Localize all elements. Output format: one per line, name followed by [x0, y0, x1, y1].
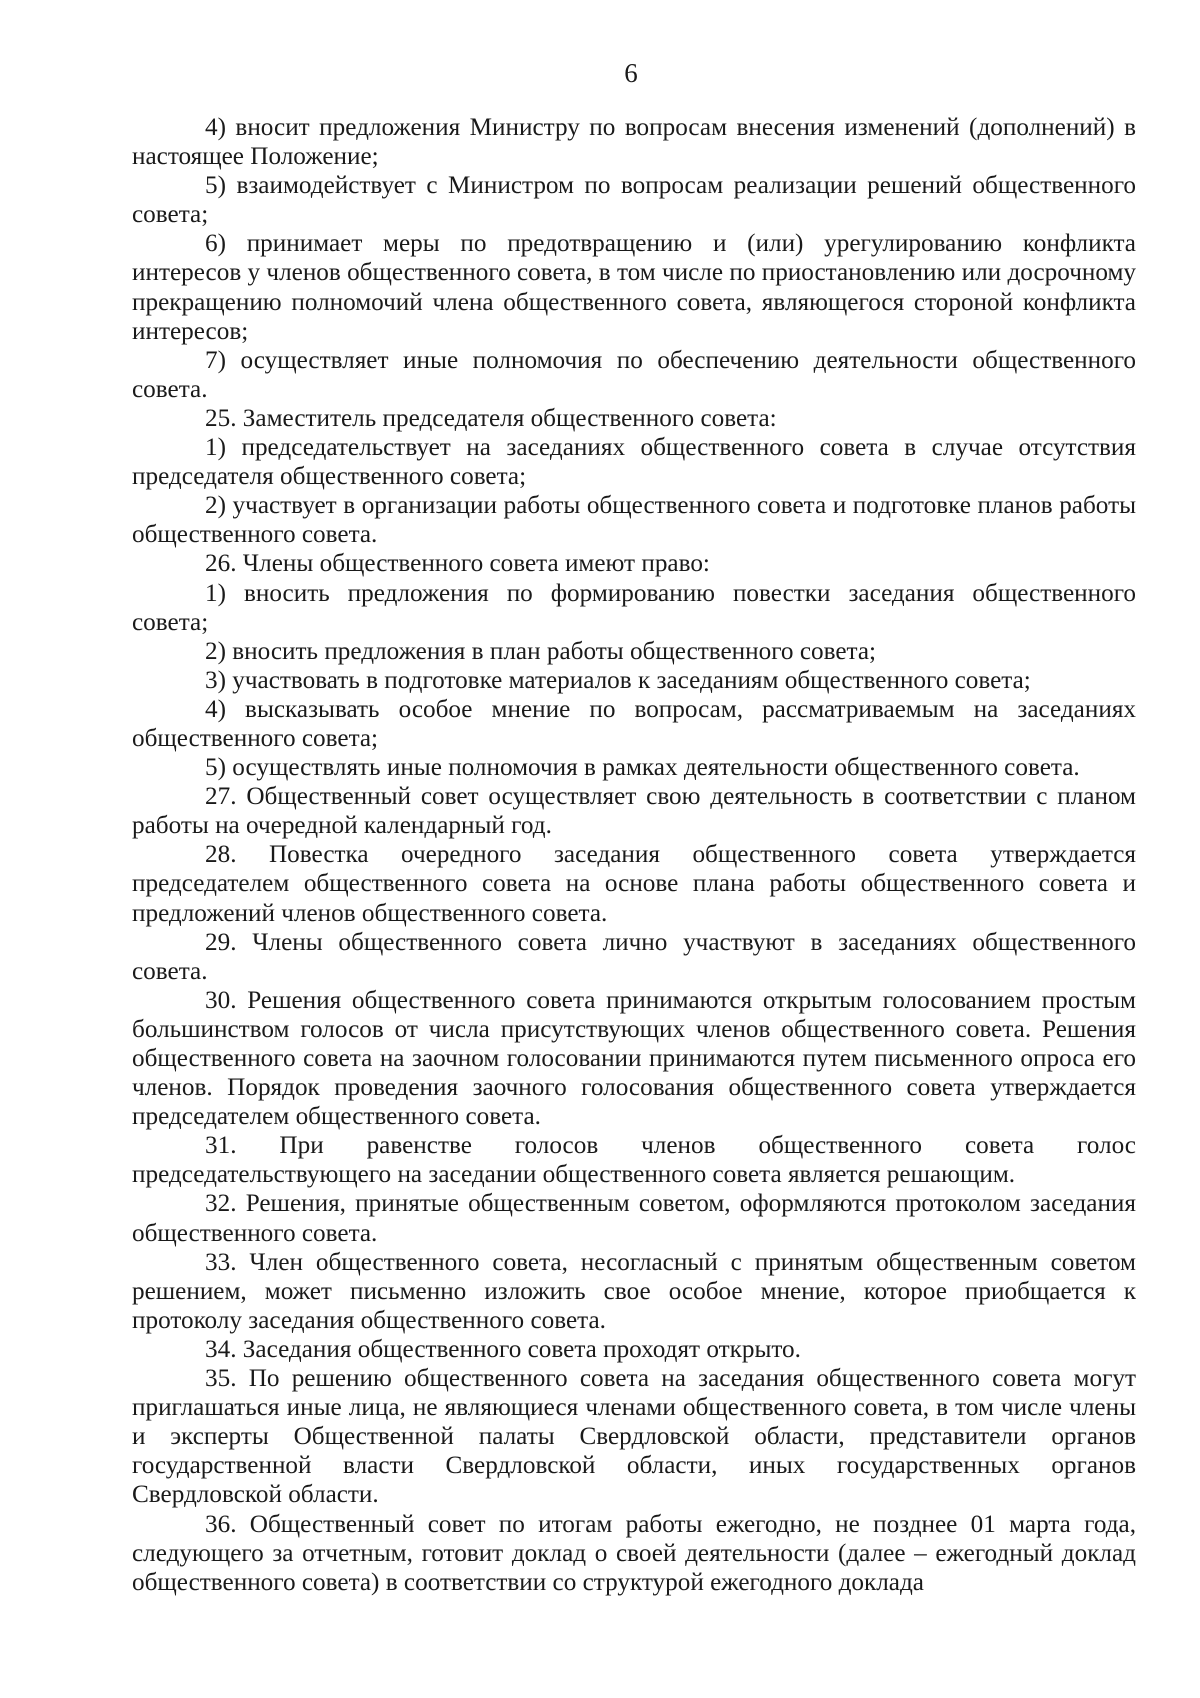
paragraph-33: 33. Член общественного совета, несогласный с принятым общественным советом решением, может письменно изложить свое особое мнение, которое приобщается к протоколу заседания общественного совета. [132, 1248, 1136, 1334]
paragraph-28: 28. Повестка очередного заседания общественного совета утверждается председателем общественного совета на основе плана работы общественного совета и предложений членов общественного совета. [132, 841, 1136, 927]
paragraph-34: 34. Заседания общественного совета проходят открыто. [205, 1335, 801, 1363]
paragraph-31: 31. При равенстве голосов членов общественного совета голос председательствующего на заседании общественного совета является решающим. [132, 1132, 1136, 1189]
paragraph-26-item-2: 2) вносить предложения в план работы общественного совета; [205, 637, 877, 665]
paragraph-24-item-6: 6) принимает меры по предотвращению и (или) урегулированию конфликта интересов у членов общественного совета, в том числе по приостановлению или досрочному прекращению полномочий члена общественного совета, являющегося стороной конфликта интересов; [132, 230, 1136, 345]
document-body [132, 113, 1136, 1597]
page-number: 6 [624, 58, 638, 88]
paragraph-30: 30. Решения общественного совета принимаются открытым голосованием простым большинством голосов от числа присутствующих членов общественного совета. Решения общественного совета на заочном голосовании принимаются путем письменного опроса его членов. Порядок проведения заочного голосования общественного совета утверждается председателем общественного совета. [132, 986, 1136, 1131]
paragraph-35: 35. По решению общественного совета на заседания общественного совета могут приглашаться иные лица, не являющиеся членами общественного совета, в том числе члены и эксперты Общественной палаты Свердловской области, представители органов государственной власти Свердловской области, иных государственных органов Свердловской области. [132, 1365, 1136, 1509]
paragraph-24-item-5: 5) взаимодействует с Министром по вопросам реализации решений общественного совета; [132, 172, 1136, 229]
paragraph-26-item-1: 1) вносить предложения по формированию повестки заседания общественного совета; [132, 579, 1136, 636]
paragraph-25-item-1: 1) председательствует на заседаниях общественного совета в случае отсутствия председателя общественного совета; [132, 434, 1136, 491]
paragraph-26-item-3: 3) участвовать в подготовке материалов к заседаниям общественного совета; [205, 666, 1031, 694]
paragraph-26-item-4: 4) высказывать особое мнение по вопросам, рассматриваемым на заседаниях общественного совета; [132, 695, 1136, 752]
paragraph-26-item-5: 5) осуществлять иные полномочия в рамках деятельности общественного совета. [205, 754, 1080, 782]
paragraph-27: 27. Общественный совет осуществляет свою деятельность в соответствии с планом работы на очередной календарный год. [132, 783, 1136, 840]
paragraph-24-item-7: 7) осуществляет иные полномочия по обеспечению деятельности общественного совета. [132, 346, 1136, 403]
paragraph-25-item-2: 2) участвует в организации работы общественного совета и подготовке планов работы общественного совета. [132, 492, 1136, 549]
paragraph-26-heading: 26. Члены общественного совета имеют право: [205, 550, 710, 578]
paragraph-24-item-4: 4) вносит предложения Министру по вопросам внесения изменений (дополнений) в настоящее Положение; [132, 114, 1136, 171]
paragraph-25-heading: 25. Заместитель председателя общественного совета: [205, 404, 777, 432]
paragraph-29: 29. Члены общественного совета лично участвуют в заседаниях общественного совета. [132, 928, 1136, 985]
paragraph-32: 32. Решения, принятые общественным советом, оформляются протоколом заседания общественного совета. [132, 1190, 1136, 1247]
paragraph-36: 36. Общественный совет по итогам работы ежегодно, не позднее 01 марта года, следующего за отчетным, готовит доклад о своей деятельности (далее – ежегодный доклад общественного совета) в соответствии со структурой ежегодного доклада [132, 1510, 1136, 1596]
